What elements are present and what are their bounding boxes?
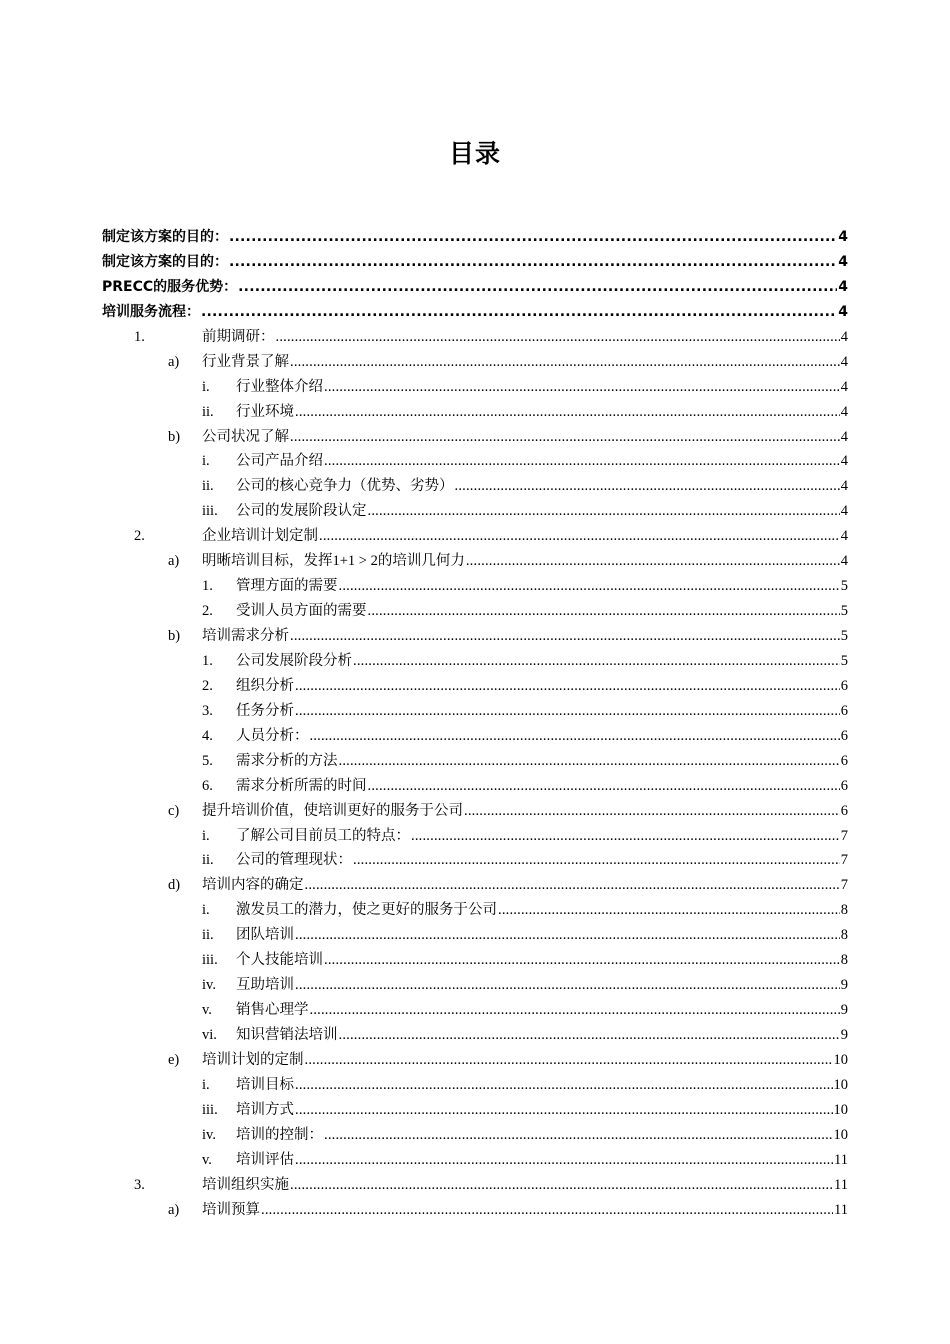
toc-entry-title[interactable]: 培训的控制： [236, 1126, 323, 1143]
toc-entry-title[interactable]: 公司状况了解 [202, 428, 289, 445]
toc-entry[interactable] [0, 599, 950, 624]
toc-entry[interactable] [0, 699, 950, 724]
toc-entry[interactable] [0, 499, 950, 524]
dot-leader [229, 250, 837, 275]
toc-page-number: 4 [840, 403, 848, 420]
toc-entry[interactable] [0, 425, 950, 450]
toc-page-number: 4 [838, 303, 848, 320]
toc-entry[interactable] [0, 1073, 950, 1098]
toc-entry-number: 3. [134, 1176, 145, 1193]
dot-leader [295, 674, 840, 699]
toc-entry-line [236, 998, 848, 1023]
toc-entry-line [236, 474, 848, 499]
toc-page-number: 6 [840, 702, 848, 719]
toc-entry-title[interactable]: 行业整体介绍 [236, 378, 323, 395]
dot-leader [324, 1123, 833, 1148]
dot-leader [261, 1198, 833, 1223]
toc-entry[interactable] [0, 325, 950, 350]
toc-entry-line [236, 400, 848, 425]
dot-leader [324, 449, 840, 474]
toc-entry-number: ii. [202, 403, 214, 420]
toc-page-number: 7 [840, 877, 848, 894]
toc-entry-title[interactable]: 任务分析 [236, 702, 294, 719]
dot-leader [290, 350, 840, 375]
dot-leader [324, 375, 840, 400]
toc-entry-title[interactable]: 公司的管理现状： [236, 852, 352, 869]
toc-page-number: 7 [840, 827, 848, 844]
toc-entry-title[interactable]: 互助培训 [236, 977, 294, 994]
toc-entry-line [236, 1098, 848, 1123]
toc-entry-number: 1. [202, 578, 213, 595]
toc-entry-number: 1. [202, 652, 213, 669]
toc-entry-title[interactable]: 行业背景了解 [202, 353, 289, 370]
toc-entry-title[interactable]: 培训评估 [236, 1151, 294, 1168]
toc-entry-title[interactable]: 了解公司目前员工的特点： [236, 827, 410, 844]
toc-page-number: 9 [840, 977, 848, 994]
toc-entry[interactable] [0, 1048, 950, 1073]
toc-entry-line [102, 250, 848, 275]
toc-entry-number: 2. [134, 528, 145, 545]
dot-leader [295, 1073, 833, 1098]
dot-leader [305, 873, 840, 898]
dot-leader [353, 848, 840, 873]
toc-entry[interactable] [0, 898, 950, 923]
toc-entry-number: i. [202, 902, 210, 919]
toc-entry-line [202, 1198, 848, 1223]
toc-entry[interactable] [0, 375, 950, 400]
dot-leader [411, 824, 840, 849]
dot-leader [201, 300, 837, 325]
toc-entry-title[interactable]: 团队培训 [236, 927, 294, 944]
toc-entry-number: 2. [202, 603, 213, 620]
toc-entry-line [236, 1023, 848, 1048]
toc-entry-line [236, 724, 848, 749]
toc-entry[interactable] [0, 449, 950, 474]
toc-entry-number: v. [202, 1002, 212, 1019]
toc-entry[interactable] [0, 1148, 950, 1173]
dot-leader [368, 774, 840, 799]
toc-entry-title[interactable]: 公司的发展阶段认定 [236, 503, 367, 520]
toc-entry-number: iii. [202, 503, 218, 520]
dot-leader [339, 574, 840, 599]
toc-entry-line [102, 300, 848, 325]
toc-page-number: 5 [840, 628, 848, 644]
toc-entry-title[interactable]: 组织分析 [236, 677, 294, 694]
toc-entry-line [102, 275, 848, 300]
toc-entry-line [236, 948, 848, 973]
toc-entry-number: 6. [202, 777, 213, 794]
toc-entry-line [236, 674, 848, 699]
toc-entry-title[interactable]: 个人技能培训 [236, 952, 323, 969]
toc-entry-title[interactable]: 行业环境 [236, 403, 294, 420]
toc-page-number: 4 [838, 278, 848, 295]
dot-leader [276, 325, 840, 350]
toc-entry[interactable] [0, 300, 950, 325]
toc-entry[interactable] [0, 1198, 950, 1223]
toc-entry[interactable] [0, 799, 950, 824]
toc-entry-number: b) [168, 628, 181, 644]
dot-leader [319, 524, 840, 549]
toc-entry-line [236, 499, 848, 524]
toc-entry-line [202, 873, 848, 898]
toc-entry-title[interactable]: 明晰培训目标，发挥1+1 > 2的培训几何力 [202, 553, 465, 570]
toc-entry-title[interactable]: 需求分析所需的时间 [236, 777, 367, 794]
toc-entry-title[interactable]: 销售心理学 [236, 1002, 309, 1019]
toc-page-number: 8 [840, 927, 848, 944]
toc-entry-line [236, 898, 848, 923]
toc-entry-number: 5. [202, 752, 213, 769]
dot-leader [290, 425, 840, 450]
toc-entry-title[interactable]: 激发员工的潜力，使之更好的服务于公司 [236, 902, 497, 919]
toc-entry-title[interactable]: 提升培训价值，使培训更好的服务于公司 [202, 802, 463, 819]
toc-entry-number: vi. [202, 1027, 217, 1043]
toc-entry[interactable] [0, 973, 950, 998]
toc-entry-number: c) [168, 802, 180, 819]
dot-leader [229, 225, 837, 250]
toc-entry-number: i. [202, 1076, 210, 1093]
dot-leader [339, 749, 840, 774]
toc-page-number: 9 [840, 1027, 848, 1043]
toc-entry-title[interactable]: 培训需求分析 [202, 628, 289, 644]
toc-entry[interactable] [0, 1173, 950, 1198]
dot-leader [290, 1173, 833, 1198]
toc-entry[interactable] [0, 574, 950, 599]
table-of-contents [0, 225, 950, 1223]
toc-page-number: 6 [840, 727, 848, 744]
toc-entry-line [236, 824, 848, 849]
dot-leader [368, 599, 840, 624]
toc-page-number: 5 [840, 603, 848, 620]
toc-entry-line [236, 375, 848, 400]
toc-page-number: 6 [840, 777, 848, 794]
toc-page-number: 4 [840, 378, 848, 395]
toc-entry-title[interactable]: 培训内容的确定 [202, 877, 304, 894]
toc-entry-number: ii. [202, 927, 214, 944]
toc-page-number: 11 [834, 1151, 848, 1168]
toc-entry-number: ii. [202, 852, 214, 869]
toc-entry-line [236, 1148, 848, 1173]
toc-entry-title[interactable]: PRECC的服务优势： [102, 278, 238, 295]
toc-entry-line [236, 749, 848, 774]
toc-page-number: 5 [840, 652, 848, 669]
toc-entry-line [202, 350, 848, 375]
toc-entry-title[interactable]: 培训组织实施 [202, 1176, 289, 1193]
toc-entry-line [202, 425, 848, 450]
toc-entry[interactable] [0, 549, 950, 574]
toc-entry-title[interactable]: 培训目标 [236, 1076, 294, 1093]
dot-leader [368, 499, 840, 524]
toc-page-number: 4 [840, 503, 848, 520]
toc-entry-title[interactable]: 培训预算 [202, 1201, 260, 1218]
toc-entry-title[interactable]: 培训计划的定制 [202, 1051, 304, 1068]
toc-entry-line [202, 799, 848, 824]
toc-entry-number: 4. [202, 727, 213, 744]
toc-entry-title[interactable]: 培训服务流程： [102, 303, 200, 320]
toc-entry-title[interactable]: 公司发展阶段分析 [236, 652, 352, 669]
dot-leader [466, 549, 840, 574]
dot-leader [295, 923, 840, 948]
toc-entry-line [202, 549, 848, 574]
dot-leader [305, 1048, 833, 1073]
toc-page-number: 5 [840, 578, 848, 595]
toc-entry-title[interactable]: 培训方式 [236, 1101, 294, 1118]
toc-entry-line [202, 325, 848, 350]
toc-entry-number: a) [168, 553, 180, 570]
toc-entry-line [202, 524, 848, 549]
toc-entry-line [236, 599, 848, 624]
dot-leader [310, 998, 840, 1023]
toc-entry-number: b) [168, 428, 181, 445]
dot-leader [310, 724, 840, 749]
toc-page-number: 11 [834, 1176, 848, 1193]
toc-entry[interactable] [0, 275, 950, 300]
toc-page-number: 4 [840, 453, 848, 470]
dot-leader [455, 474, 840, 499]
toc-page-number: 10 [833, 1126, 848, 1143]
toc-entry-title[interactable]: 公司产品介绍 [236, 453, 323, 470]
toc-entry-title[interactable]: 受训人员方面的需要 [236, 603, 367, 620]
toc-page-number: 4 [840, 553, 848, 570]
toc-page-number: 6 [840, 677, 848, 694]
toc-entry[interactable] [0, 923, 950, 948]
dot-leader [295, 699, 840, 724]
toc-page-number: 4 [840, 528, 848, 545]
toc-entry[interactable] [0, 824, 950, 849]
toc-entry[interactable] [0, 624, 950, 649]
dot-leader [238, 275, 837, 300]
toc-entry-line [236, 923, 848, 948]
toc-entry-line [102, 225, 848, 250]
toc-page-number: 4 [838, 229, 848, 245]
toc-page-number: 4 [838, 253, 848, 270]
toc-entry-number: v. [202, 1151, 212, 1168]
toc-entry-line [236, 699, 848, 724]
toc-entry-line [236, 774, 848, 799]
toc-entry[interactable] [0, 1023, 950, 1048]
toc-entry-number: i. [202, 378, 210, 395]
toc-entry-number: d) [168, 877, 181, 894]
toc-entry-number: 1. [134, 328, 145, 345]
toc-entry-title[interactable]: 制定该方案的目的： [102, 253, 228, 270]
toc-entry-number: iii. [202, 1101, 218, 1118]
toc-entry-title[interactable]: 知识营销法培训 [236, 1027, 338, 1043]
toc-entry[interactable] [0, 774, 950, 799]
toc-entry[interactable] [0, 474, 950, 499]
toc-entry[interactable] [0, 649, 950, 674]
dot-leader [353, 649, 840, 674]
dot-leader [324, 948, 840, 973]
toc-entry[interactable] [0, 873, 950, 898]
toc-entry[interactable] [0, 400, 950, 425]
toc-page-number: 7 [840, 852, 848, 869]
toc-entry[interactable] [0, 749, 950, 774]
dot-leader [295, 400, 840, 425]
toc-entry-title[interactable]: 制定该方案的目的： [102, 229, 228, 245]
toc-entry-number: a) [168, 1201, 180, 1218]
toc-entry-line [236, 848, 848, 873]
toc-page-number: 10 [833, 1101, 848, 1118]
toc-entry[interactable] [0, 1098, 950, 1123]
toc-page-number: 8 [840, 902, 848, 919]
dot-leader [295, 1148, 833, 1173]
toc-entry-title[interactable]: 人员分析： [236, 727, 309, 744]
toc-page-number: 6 [840, 752, 848, 769]
dot-leader [295, 973, 840, 998]
toc-page-number: 11 [834, 1201, 848, 1218]
dot-leader [464, 799, 840, 824]
toc-entry[interactable] [0, 848, 950, 873]
toc-entry-number: iv. [202, 1126, 216, 1143]
toc-entry-number: i. [202, 827, 210, 844]
toc-entry-number: a) [168, 353, 180, 370]
toc-entry[interactable] [0, 1123, 950, 1148]
toc-entry-line [202, 1048, 848, 1073]
toc-entry[interactable] [0, 524, 950, 549]
dot-leader [339, 1023, 840, 1048]
toc-entry-line [236, 449, 848, 474]
toc-entry-number: 2. [202, 677, 213, 694]
toc-entry-title[interactable]: 企业培训计划定制 [202, 528, 318, 545]
toc-entry-number: 3. [202, 702, 213, 719]
toc-entry-line [236, 649, 848, 674]
toc-entry-number: iv. [202, 977, 216, 994]
toc-entry-number: e) [168, 1051, 180, 1068]
toc-entry-title[interactable]: 公司的核心竞争力（优势、劣势） [236, 478, 454, 495]
dot-leader [290, 624, 840, 649]
dot-leader [295, 1098, 833, 1123]
toc-entry[interactable] [0, 674, 950, 699]
dot-leader [498, 898, 840, 923]
toc-entry-number: ii. [202, 478, 214, 495]
toc-entry[interactable] [0, 350, 950, 375]
toc-entry-number: i. [202, 453, 210, 470]
toc-page-number: 4 [840, 478, 848, 495]
toc-entry-line [236, 973, 848, 998]
toc-page-number: 4 [840, 428, 848, 445]
toc-entry[interactable] [0, 998, 950, 1023]
toc-entry-number: iii. [202, 952, 218, 969]
toc-page-number: 4 [840, 353, 848, 370]
toc-entry[interactable] [0, 724, 950, 749]
toc-page-number: 4 [840, 328, 848, 345]
toc-entry-line [202, 1173, 848, 1198]
toc-page-number: 8 [840, 952, 848, 969]
page-title: 目录 [448, 139, 501, 168]
toc-entry-line [236, 574, 848, 599]
toc-page-number: 9 [840, 1002, 848, 1019]
toc-page-number: 10 [833, 1051, 848, 1068]
toc-entry[interactable] [0, 225, 950, 250]
toc-entry-line [236, 1073, 848, 1098]
toc-page-number: 10 [833, 1076, 848, 1093]
toc-entry-line [236, 1123, 848, 1148]
toc-entry[interactable] [0, 948, 950, 973]
toc-entry-line [202, 624, 848, 649]
toc-entry-title[interactable]: 需求分析的方法 [236, 752, 338, 769]
toc-entry-title[interactable]: 前期调研： [202, 328, 275, 345]
toc-entry-title[interactable]: 管理方面的需要 [236, 578, 338, 595]
toc-entry[interactable] [0, 250, 950, 275]
toc-page-number: 6 [840, 802, 848, 819]
